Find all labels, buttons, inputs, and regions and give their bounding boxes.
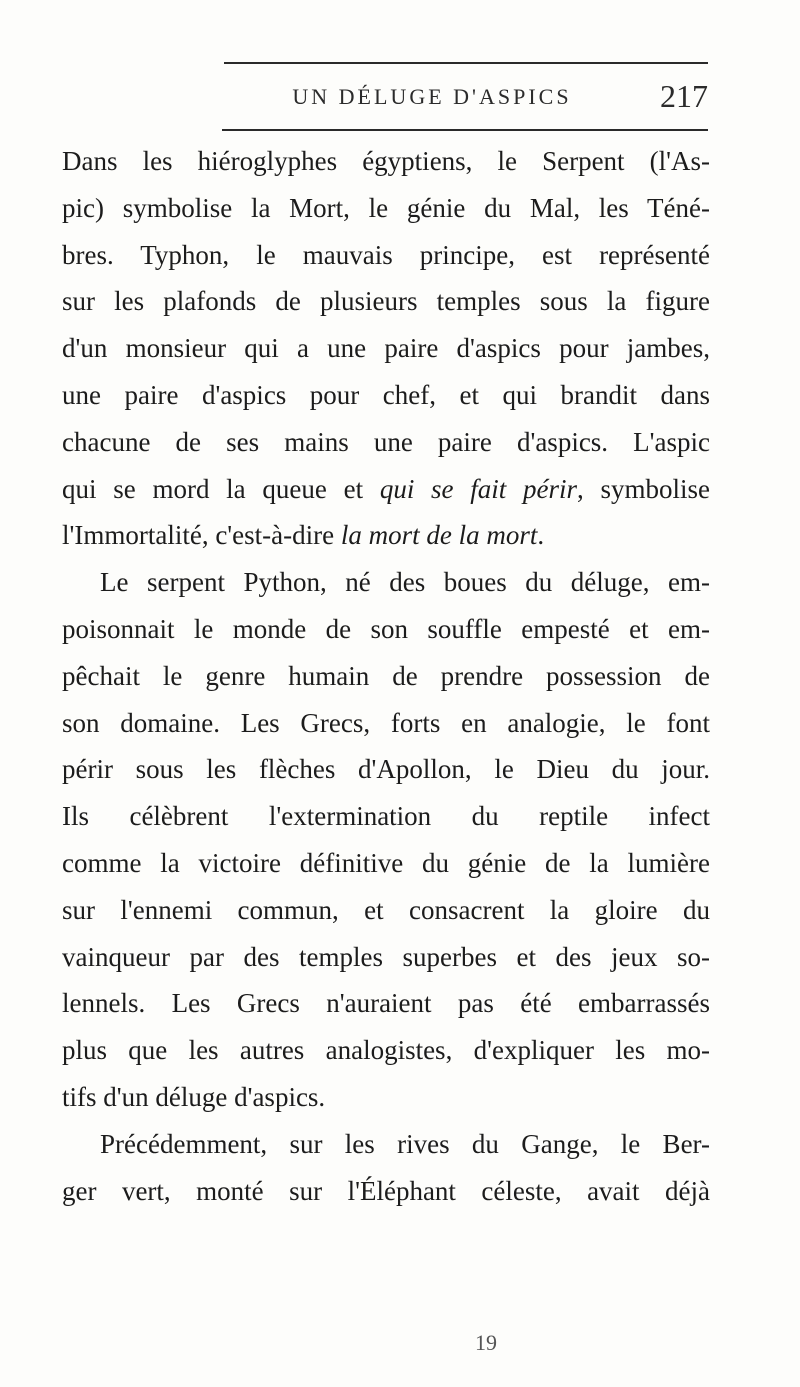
text-line: chacune de ses mains une paire d'aspics. L'aspic [62, 426, 710, 457]
header-bottom-rule [222, 129, 708, 131]
text-line: comme la victoire définitive du génie de la lumière [62, 847, 710, 878]
italic-phrase: la mort de la mort [340, 520, 538, 551]
running-title: UN DÉLUGE D'ASPICS [292, 84, 572, 109]
page-number: 217 [660, 78, 708, 114]
signature-mark: 19 [475, 1330, 497, 1355]
text-line: Ils célèbrent l'extermination du reptile infect [62, 801, 710, 832]
body-text [62, 138, 710, 1214]
text-line: périr sous les flèches d'Apollon, le Dieu du jour. [62, 754, 710, 785]
text-line: lennels. Les Grecs n'auraient pas été embarrassés [62, 988, 710, 1019]
text-line: bres. Typhon, le mauvais principe, est représenté [62, 239, 710, 270]
text-segment: qui se mord la queue et [62, 473, 380, 504]
text-line: poisonnait le monde de son souffle empesté et em- [62, 613, 710, 644]
text-line: Précédemment, sur les rives du Gange, le Ber- [100, 1128, 710, 1159]
text-line: Le serpent Python, né des boues du déluge, em- [100, 567, 710, 598]
text-line [62, 512, 710, 559]
text-segment: . [537, 520, 545, 551]
text-line: ger vert, monté sur l'Éléphant céleste, avait déjà [62, 1175, 710, 1206]
text-line: plus que les autres analogistes, d'expliquer les mo- [62, 1035, 710, 1066]
text-line: tifs d'un déluge d'aspics. [62, 1081, 326, 1112]
text-line: sur l'ennemi commun, et consacrent la gloire du [62, 894, 710, 925]
text-line: d'un monsieur qui a une paire d'aspics pour jambes, [62, 333, 710, 364]
text-line: sur les plafonds de plusieurs temples sous la figure [62, 286, 710, 317]
text-line [62, 466, 710, 513]
text-line: pêchait le genre humain de prendre possession de [62, 660, 710, 691]
text-segment: l'Immortalité, c'est-à-dire [62, 520, 341, 551]
text-line: vainqueur par des temples superbes et des jeux so- [62, 941, 710, 972]
header-top-rule [224, 62, 708, 64]
text-line: Dans les hiéroglyphes égyptiens, le Serpent (l'As- [62, 146, 710, 176]
text-line: une paire d'aspics pour chef, et qui brandit dans [62, 379, 710, 410]
text-line: pic) symbolise la Mort, le génie du Mal, les Téné- [62, 192, 710, 223]
text-segment: , symbolise [577, 473, 710, 504]
italic-phrase: qui se fait périr [379, 473, 577, 504]
text-line: son domaine. Les Grecs, forts en analogie, le font [62, 707, 710, 738]
running-head [222, 78, 708, 118]
